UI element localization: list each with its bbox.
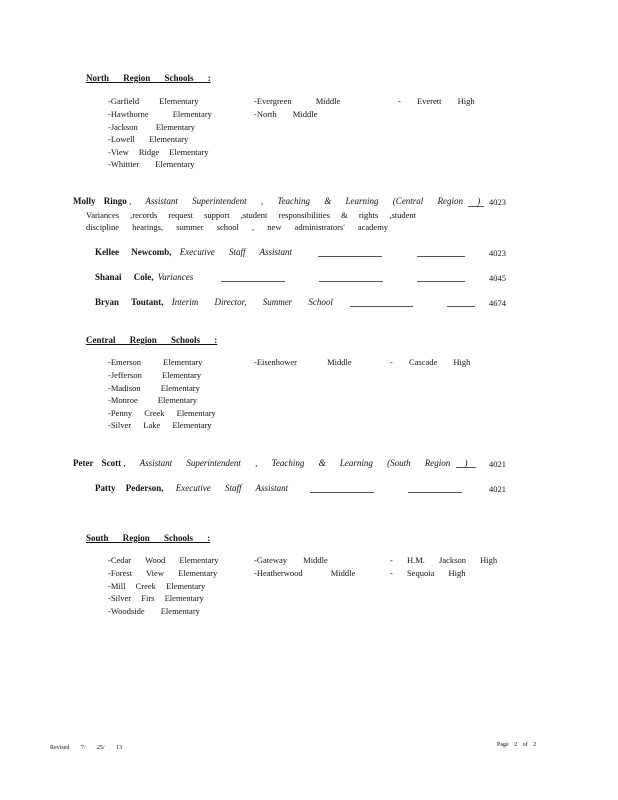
school-item: -Silver Firs Elementary [108, 593, 204, 603]
extension: 4023 [489, 197, 506, 207]
staff-title: Executive Staff Assistant [179, 247, 293, 257]
school-item: -Whittier Elementary [108, 159, 195, 169]
footer-page-number: Page 2 of 2 [497, 742, 537, 748]
staff-title: Interim Director, Summer School [171, 297, 333, 307]
school-item: -Hawthorne Elementary [108, 109, 212, 119]
school-item: -Emerson Elementary [108, 357, 203, 367]
north-region-heading: North Region Schools : [86, 73, 211, 83]
extension: 4674 [489, 298, 506, 308]
footer-revised: Revised 7/ 25/ 13 [50, 745, 123, 751]
staff-row [95, 297, 333, 307]
staff-name: Shanai Cole, [95, 272, 154, 282]
extension: 4045 [489, 273, 506, 283]
school-item: -Madison Elementary [108, 383, 200, 393]
extension: 4023 [489, 248, 506, 258]
south-region-heading: South Region Schools : [86, 533, 211, 543]
school-item: -Woodside Elementary [108, 606, 200, 616]
person-name: Peter Scott [73, 458, 122, 468]
peter-header [73, 458, 468, 468]
staff-name: Kellee Newcomb, [95, 247, 172, 257]
staff-row [95, 483, 288, 493]
central-region-heading: Central Region Schools : [86, 335, 218, 345]
school-item: -Penny Creek Elementary [108, 408, 216, 418]
school-item: -Mill Creek Elementary [108, 581, 206, 591]
school-item: -Jefferson Elementary [108, 370, 202, 380]
school-item: -Cedar Wood Elementary [108, 555, 219, 565]
molly-header [73, 196, 480, 206]
school-item: -Eisenhower Middle [254, 357, 352, 367]
staff-title: Variances [157, 272, 194, 282]
person-name: Molly Ringo [73, 196, 127, 206]
school-item: -Lowell Elementary [108, 134, 189, 144]
person-title: , Assistant Superintendent , Teaching & Learning (Central Region ) [129, 196, 481, 206]
school-item: - H.M. Jackson High [390, 555, 498, 565]
school-item: - Everett High [398, 96, 475, 106]
staff-row [95, 272, 193, 282]
duties-line: Variances ,records request support ,student responsibilities & rights ,student [86, 210, 417, 220]
school-item: -Jackson Elementary [108, 122, 196, 132]
extension: 4021 [489, 459, 506, 469]
staff-name: Patty Pederson, [95, 483, 164, 493]
school-item: -Forest View Elementary [108, 568, 218, 578]
school-item: -Heatherwood Middle [254, 568, 356, 578]
staff-row [95, 247, 292, 257]
school-item: -Gateway Middle [254, 555, 328, 565]
staff-name: Bryan Toutant, [95, 297, 164, 307]
school-item: -Evergreen Middle [254, 96, 341, 106]
school-item: -Silver Lake Elementary [108, 420, 212, 430]
extension: 4021 [489, 484, 506, 494]
staff-title: Executive Staff Assistant [175, 483, 289, 493]
duties-line: discipline hearings, summer school , new administrators' academy [86, 222, 389, 232]
school-item: -Monroe Elementary [108, 395, 198, 405]
school-item: - Cascade High [390, 357, 471, 367]
school-item: -Garfield Elementary [108, 96, 199, 106]
school-item: - Sequoia High [390, 568, 466, 578]
school-item: -North Middle [254, 109, 318, 119]
person-title: , Assistant Superintendent , Teaching & Learning (South Region ) [123, 458, 468, 468]
school-item: -View Ridge Elementary [108, 147, 209, 157]
